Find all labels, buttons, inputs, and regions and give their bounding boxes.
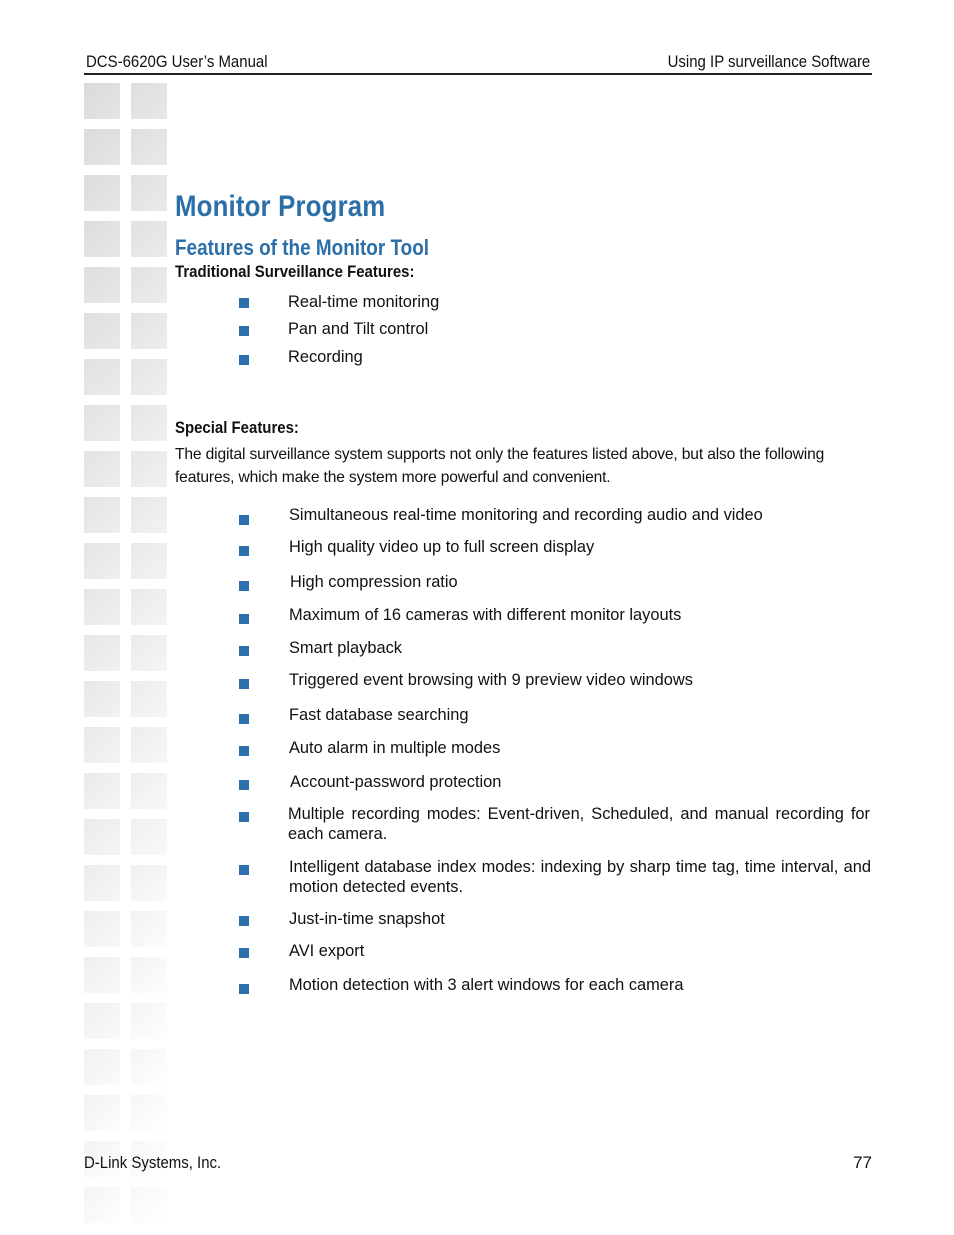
- decorative-tile: [84, 221, 120, 257]
- decorative-tile: [84, 911, 120, 947]
- bullet-icon: [239, 679, 249, 689]
- decorative-tile: [84, 543, 120, 579]
- header-rule: [84, 73, 872, 75]
- footer-company: D-Link Systems, Inc.: [84, 1153, 222, 1172]
- decorative-tile: [131, 957, 167, 993]
- bullet-icon: [239, 546, 249, 556]
- bullet-icon: [239, 746, 249, 756]
- decorative-tile: [84, 267, 120, 303]
- special-features-heading: Special Features:: [175, 418, 299, 437]
- decorative-tile: [131, 543, 167, 579]
- decorative-tile: [84, 957, 120, 993]
- list-item: Auto alarm in multiple modes: [289, 739, 501, 757]
- list-item: Just-in-time snapshot: [289, 910, 445, 928]
- bullet-icon: [239, 614, 249, 624]
- decorative-tile: [84, 175, 120, 211]
- decorative-tile: [131, 451, 167, 487]
- list-item: Triggered event browsing with 9 preview video windows: [289, 671, 693, 689]
- decorative-tile: [84, 727, 120, 763]
- decorative-tile: [131, 405, 167, 441]
- list-item: Multiple recording modes: Event-driven, Scheduled, and manual recording for each camera.: [288, 805, 870, 843]
- decorative-tile: [84, 497, 120, 533]
- decorative-tile: [131, 773, 167, 809]
- decorative-tile: [131, 911, 167, 947]
- decorative-tile: [84, 773, 120, 809]
- decorative-tile: [84, 819, 120, 855]
- decorative-tile: [84, 681, 120, 717]
- list-item: Motion detection with 3 alert windows for each camera: [289, 976, 684, 994]
- decorative-tile-column: [84, 83, 172, 1235]
- decorative-tile: [131, 865, 167, 901]
- decorative-tile: [84, 865, 120, 901]
- decorative-tile: [131, 1095, 167, 1131]
- decorative-tile: [131, 83, 167, 119]
- decorative-tile: [131, 267, 167, 303]
- page-header-left: DCS-6620G User’s Manual: [86, 52, 268, 71]
- section-subtitle: Features of the Monitor Tool: [175, 235, 430, 260]
- decorative-tile: [131, 497, 167, 533]
- decorative-tile: [131, 635, 167, 671]
- list-item: Real-time monitoring: [288, 293, 440, 311]
- decorative-tile: [84, 451, 120, 487]
- decorative-tile: [131, 681, 167, 717]
- list-item: High quality video up to full screen display: [289, 538, 595, 556]
- decorative-tile: [131, 1003, 167, 1039]
- bullet-icon: [239, 326, 249, 336]
- decorative-tile: [84, 129, 120, 165]
- bullet-icon: [239, 298, 249, 308]
- page-number: 77: [853, 1153, 872, 1172]
- traditional-features-heading: Traditional Surveillance Features:: [175, 262, 415, 281]
- page-header-right: Using IP surveillance Software: [667, 52, 870, 71]
- bullet-icon: [239, 515, 249, 525]
- bullet-icon: [239, 714, 249, 724]
- decorative-tile: [84, 405, 120, 441]
- list-item: High compression ratio: [290, 573, 458, 591]
- decorative-tile: [84, 313, 120, 349]
- decorative-tile: [131, 1187, 167, 1223]
- list-item: Intelligent database index modes: indexing by sharp time tag, time interval, and motion detected events.: [289, 858, 871, 896]
- list-item: Account-password protection: [290, 773, 502, 791]
- decorative-tile: [131, 727, 167, 763]
- bullet-icon: [239, 780, 249, 790]
- decorative-tile: [84, 83, 120, 119]
- list-item: Smart playback: [289, 639, 402, 657]
- decorative-tile: [84, 1049, 120, 1085]
- decorative-tile: [131, 819, 167, 855]
- special-features-intro: The digital surveillance system supports not only the features listed above, but also the following features, which make the system more powerful and convenient.: [175, 446, 825, 486]
- decorative-tile: [84, 589, 120, 625]
- decorative-tile: [84, 359, 120, 395]
- bullet-icon: [239, 355, 249, 365]
- decorative-tile: [131, 129, 167, 165]
- list-item: AVI export: [289, 942, 365, 960]
- decorative-tile: [131, 313, 167, 349]
- decorative-tile: [131, 1049, 167, 1085]
- list-item: Simultaneous real-time monitoring and recording audio and video: [289, 506, 763, 524]
- list-item: Recording: [288, 348, 363, 366]
- decorative-tile: [131, 589, 167, 625]
- decorative-tile: [131, 175, 167, 211]
- decorative-tile: [84, 635, 120, 671]
- bullet-icon: [239, 812, 249, 822]
- decorative-tile: [84, 1095, 120, 1131]
- bullet-icon: [239, 948, 249, 958]
- list-item: Maximum of 16 cameras with different monitor layouts: [289, 606, 682, 624]
- bullet-icon: [239, 865, 249, 875]
- bullet-icon: [239, 646, 249, 656]
- page-title: Monitor Program: [175, 190, 386, 223]
- decorative-tile: [84, 1187, 120, 1223]
- list-item: Pan and Tilt control: [288, 320, 429, 338]
- bullet-icon: [239, 984, 249, 994]
- decorative-tile: [84, 1003, 120, 1039]
- decorative-tile: [131, 359, 167, 395]
- bullet-icon: [239, 916, 249, 926]
- list-item: Fast database searching: [289, 706, 469, 724]
- decorative-tile: [131, 221, 167, 257]
- bullet-icon: [239, 581, 249, 591]
